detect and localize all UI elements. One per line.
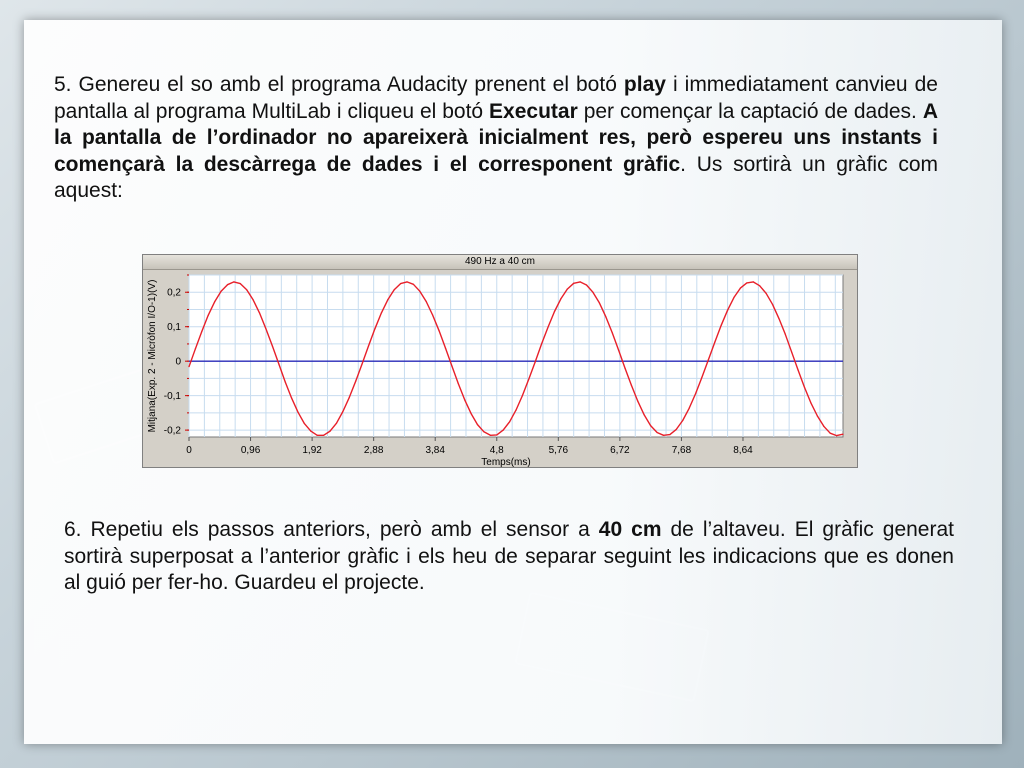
chart-plot [143,269,857,467]
paragraph-5-bold-note: A la pantalla de l’ordinador no apareixerà inicialment res, però espereu uns instants i començarà la descàrrega de dades i el corresponent gràfic [54,99,938,176]
data-point [419,291,420,292]
data-point [240,283,241,284]
data-point [554,311,555,312]
data-point [394,289,395,290]
data-point [682,420,683,421]
x-tick-label: 5,76 [548,445,569,456]
x-tick-label: 7,68 [671,445,692,456]
data-point [201,331,202,332]
data-point [650,425,651,426]
data-point [624,367,625,368]
data-point [509,421,510,422]
data-point [580,281,581,282]
data-point [740,287,741,288]
data-point [342,411,343,412]
paragraph-step-6 [64,517,954,597]
data-point [503,430,504,431]
paragraph-5-text-3: per començar la captació de dades. [577,99,923,123]
y-tick-label: 0,1 [167,322,181,334]
data-point [188,366,189,367]
data-point [759,285,760,286]
paragraph-5-text-2: i immediatament canvieu de pantalla al programa MultiLab i cliqueu el botó [54,73,938,123]
data-point [772,304,773,305]
data-point [676,429,677,430]
data-point [329,431,330,432]
y-axis-label: Mitjana(Exp. 2 - Micròfon I/O-1)(V) [147,279,158,433]
data-point [214,301,215,302]
data-point [259,312,260,313]
data-point [618,350,619,351]
data-point [746,282,747,283]
data-point [522,395,523,396]
data-point [541,343,542,344]
x-axis-label: Temps(ms) [481,457,531,467]
data-point [836,435,837,436]
data-point [451,365,452,366]
data-point [297,412,298,413]
data-point [669,434,670,435]
data-point [387,299,388,300]
data-point [477,424,478,425]
data-point [285,381,286,382]
paragraph-5-bold-play: play [623,73,666,96]
data-point [804,387,805,388]
data-point [310,431,311,432]
data-point [445,347,446,348]
chart-window [142,254,858,468]
paragraph-5-text-1: 5. Genereu el so amb el programa Audacity prenent el botó [54,73,624,96]
data-point [374,328,375,329]
data-point [547,326,548,327]
data-point [701,377,702,378]
data-point [637,401,638,402]
data-point [458,383,459,384]
x-tick-label: 3,84 [425,445,445,456]
data-point [272,345,273,346]
y-tick-label: -0,1 [163,391,181,403]
data-point [842,434,843,435]
paragraph-5-text-4: . Us sortirà un gràfic com aquest: [54,152,938,202]
data-point [233,281,234,282]
data-point [714,342,715,343]
paragraph-6-bold-distance: 40 cm [598,518,662,541]
data-point [528,378,529,379]
data-point [586,284,587,285]
data-point [753,281,754,282]
data-point [573,283,574,284]
data-point [496,434,497,435]
paragraph-step-5 [54,72,938,205]
data-point [438,330,439,331]
data-point [817,415,818,416]
data-point [368,345,369,346]
x-tick-label: 1,92 [302,445,322,456]
data-point [246,289,247,290]
data-point [695,393,696,394]
data-point [560,298,561,299]
data-point [426,301,427,302]
data-point [400,283,401,284]
data-point [349,397,350,398]
data-point [208,315,209,316]
data-point [810,402,811,403]
data-point [798,370,799,371]
x-tick-label: 6,72 [610,445,630,456]
data-point [785,334,786,335]
data-point [413,284,414,285]
chart-title: 490 Hz a 40 cm [143,255,857,270]
data-point [733,297,734,298]
data-point [765,293,766,294]
data-point [432,314,433,315]
data-point [599,302,600,303]
data-point [362,363,363,364]
x-tick-label: 0,96 [240,445,261,456]
paragraph-6-text-2: de l’altaveu. El gràfic generat sortirà superposat a l’anterior gràfic i els heu de separar seguint les indicacions que es donen al guió per fer-ho. Guardeu el projecte. [64,518,954,594]
data-point [227,284,228,285]
data-point [535,361,536,362]
data-point [355,381,356,382]
data-point [381,312,382,313]
data-point [830,433,831,434]
x-tick-label: 0 [186,445,192,456]
y-tick-label: -0,2 [163,425,181,437]
data-point [823,426,824,427]
data-point [195,348,196,349]
data-point [265,328,266,329]
paragraph-6-text-1: 6. Repetiu els passos anteriors, però amb el sensor a [64,518,599,541]
data-point [490,435,491,436]
x-tick-label: 4,8 [489,445,504,456]
data-point [656,432,657,433]
data-point [464,399,465,400]
data-point [791,352,792,353]
slide [24,20,1002,744]
paragraph-5-bold-executar: Executar [489,99,578,123]
data-point [291,397,292,398]
data-point [612,332,613,333]
data-point [727,310,728,311]
data-point [220,291,221,292]
data-point [592,292,593,293]
data-point [304,423,305,424]
data-point [631,385,632,386]
data-point [336,423,337,424]
data-point [471,413,472,414]
data-point [278,363,279,364]
data-point [663,435,664,436]
data-point [689,408,690,409]
data-point [708,359,709,360]
y-tick-label: 0 [175,356,181,368]
data-point [567,289,568,290]
data-point [323,435,324,436]
x-tick-label: 2,88 [363,445,384,456]
data-point [253,299,254,300]
data-point [406,281,407,282]
data-point [483,431,484,432]
x-tick-label: 8,64 [733,445,753,456]
data-point [778,318,779,319]
data-point [605,316,606,317]
y-tick-label: 0,2 [167,287,181,299]
data-point [317,435,318,436]
data-point [721,325,722,326]
data-point [644,414,645,415]
data-point [515,410,516,411]
